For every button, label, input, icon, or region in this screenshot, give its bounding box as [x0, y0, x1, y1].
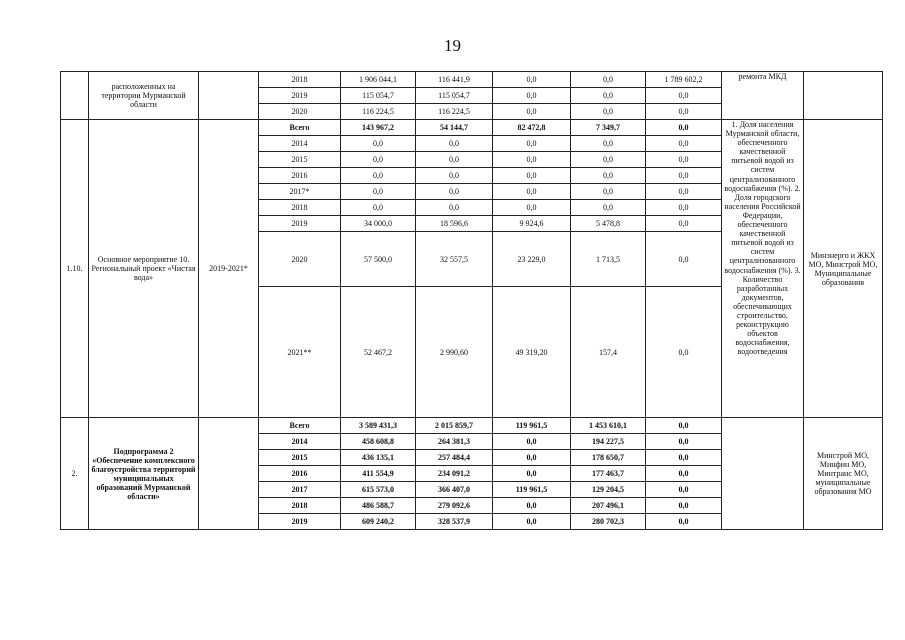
value-cell: 157,4: [571, 287, 646, 418]
table-row: [61, 120, 883, 136]
value-cell: 0,0: [646, 287, 722, 418]
value-cell: 0,0: [341, 152, 416, 168]
value-cell: 0,0: [493, 434, 571, 450]
value-cell: 0,0: [493, 450, 571, 466]
value-cell: 366 407,0: [416, 482, 493, 498]
value-cell: 1 453 610,1: [571, 418, 646, 434]
value-cell: 0,0: [493, 88, 571, 104]
value-cell: 1 906 044,1: [341, 72, 416, 88]
value-cell: 0,0: [341, 184, 416, 200]
value-cell: 0,0: [493, 152, 571, 168]
year-cell: 2019: [259, 216, 341, 232]
value-cell: 49 319,20: [493, 287, 571, 418]
value-cell: 0,0: [646, 466, 722, 482]
value-cell: 0,0: [571, 168, 646, 184]
value-cell: 0,0: [416, 152, 493, 168]
value-cell: 2 015 859,7: [416, 418, 493, 434]
value-cell: 257 484,4: [416, 450, 493, 466]
activity-name-cell: Подпрограмма 2 «Обеспечение комплексного благоустройства территорий муниципальных образований Мурманской области»: [89, 418, 199, 530]
table-row: [61, 72, 883, 88]
executor-cell: [804, 72, 883, 120]
value-cell: 0,0: [646, 418, 722, 434]
value-cell: 0,0: [416, 184, 493, 200]
year-cell: 2014: [259, 136, 341, 152]
value-cell: 0,0: [341, 200, 416, 216]
value-cell: 0,0: [646, 482, 722, 498]
value-cell: 0,0: [646, 184, 722, 200]
value-cell: 32 557,5: [416, 232, 493, 287]
value-cell: 0,0: [493, 104, 571, 120]
value-cell: 119 961,5: [493, 482, 571, 498]
period-cell: [199, 418, 259, 530]
value-cell: 0,0: [646, 514, 722, 530]
value-cell: 119 961,5: [493, 418, 571, 434]
value-cell: 178 650,7: [571, 450, 646, 466]
value-cell: 23 229,0: [493, 232, 571, 287]
value-cell: 0,0: [493, 466, 571, 482]
value-cell: 54 144,7: [416, 120, 493, 136]
activity-name-cell: расположенных на территории Мурманской области: [89, 72, 199, 120]
value-cell: 0,0: [493, 498, 571, 514]
year-cell: 2019: [259, 88, 341, 104]
executor-cell: Минэнерго и ЖКХ МО, Минстрой МО, Муниципальные образования: [804, 120, 883, 418]
year-cell: 2018: [259, 72, 341, 88]
value-cell: 0,0: [571, 104, 646, 120]
value-cell: 0,0: [646, 450, 722, 466]
value-cell: 0,0: [493, 184, 571, 200]
year-cell: Всего: [259, 120, 341, 136]
year-cell: 2021**: [259, 287, 341, 418]
value-cell: 9 924,6: [493, 216, 571, 232]
value-cell: 0,0: [341, 136, 416, 152]
value-cell: 234 091,2: [416, 466, 493, 482]
year-cell: 2015: [259, 152, 341, 168]
year-cell: 2020: [259, 104, 341, 120]
value-cell: 115 054,7: [416, 88, 493, 104]
value-cell: 0,0: [571, 184, 646, 200]
year-cell: 2018: [259, 200, 341, 216]
value-cell: 0,0: [493, 200, 571, 216]
value-cell: 194 227,5: [571, 434, 646, 450]
value-cell: 0,0: [571, 136, 646, 152]
value-cell: 0,0: [646, 88, 722, 104]
value-cell: 0,0: [646, 232, 722, 287]
value-cell: 0,0: [416, 168, 493, 184]
value-cell: 0,0: [493, 72, 571, 88]
row-number-cell: 1.10.: [61, 120, 89, 418]
value-cell: 615 573,0: [341, 482, 416, 498]
year-cell: 2014: [259, 434, 341, 450]
value-cell: 0,0: [571, 200, 646, 216]
value-cell: 0,0: [416, 200, 493, 216]
value-cell: 411 554,9: [341, 466, 416, 482]
value-cell: 129 204,5: [571, 482, 646, 498]
value-cell: 143 967,2: [341, 120, 416, 136]
value-cell: 18 596,6: [416, 216, 493, 232]
value-cell: 0,0: [646, 216, 722, 232]
value-cell: 0,0: [646, 168, 722, 184]
row-number-cell: 2.: [61, 418, 89, 530]
value-cell: 116 224,5: [341, 104, 416, 120]
value-cell: 52 467,2: [341, 287, 416, 418]
value-cell: 0,0: [646, 136, 722, 152]
year-cell: Всего: [259, 418, 341, 434]
year-cell: 2016: [259, 168, 341, 184]
year-cell: 2019: [259, 514, 341, 530]
year-cell: 2017*: [259, 184, 341, 200]
value-cell: 0,0: [646, 104, 722, 120]
value-cell: 0,0: [493, 136, 571, 152]
executor-cell: Минстрой МО, Минфин МО, Минтранс МО, муниципальные образования МО: [804, 418, 883, 530]
value-cell: 280 702,3: [571, 514, 646, 530]
value-cell: 0,0: [646, 434, 722, 450]
value-cell: 609 240,2: [341, 514, 416, 530]
period-cell: 2019-2021*: [199, 120, 259, 418]
value-cell: 0,0: [646, 120, 722, 136]
value-cell: 0,0: [571, 72, 646, 88]
year-cell: 2016: [259, 466, 341, 482]
year-cell: 2018: [259, 498, 341, 514]
value-cell: 116 441,9: [416, 72, 493, 88]
year-cell: 2017: [259, 482, 341, 498]
value-cell: 0,0: [493, 168, 571, 184]
value-cell: 486 588,7: [341, 498, 416, 514]
value-cell: 116 224,5: [416, 104, 493, 120]
value-cell: 0,0: [571, 88, 646, 104]
value-cell: 458 608,8: [341, 434, 416, 450]
value-cell: 279 092,6: [416, 498, 493, 514]
indicator-cell: 1. Доля населения Мурманской области, обеспеченного качественной питьевой водой из систем централизованного водоснабжения (%). 2. Доля городского населения Российской Федерации, обеспеченного качественной питьевой водой из систем централизованного водоснабжения (%). 3. Количество разработанных документов, обеспечивающих строительство, реконструкцию объектов водоснабжения, водоотведения: [722, 120, 804, 418]
table-row: [61, 418, 883, 434]
value-cell: 328 537,9: [416, 514, 493, 530]
value-cell: 57 500,0: [341, 232, 416, 287]
value-cell: 177 463,7: [571, 466, 646, 482]
activity-name-cell: Основное мероприятие 10. Региональный проект «Чистая вода»: [89, 120, 199, 418]
value-cell: 1 789 602,2: [646, 72, 722, 88]
value-cell: 1 713,5: [571, 232, 646, 287]
value-cell: 115 054,7: [341, 88, 416, 104]
value-cell: 7 349,7: [571, 120, 646, 136]
value-cell: 2 990,60: [416, 287, 493, 418]
indicator-cell: [722, 418, 804, 530]
row-number-cell: [61, 72, 89, 120]
value-cell: 264 381,3: [416, 434, 493, 450]
budget-table: [60, 71, 883, 530]
value-cell: 0,0: [646, 152, 722, 168]
year-cell: 2015: [259, 450, 341, 466]
value-cell: 0,0: [341, 168, 416, 184]
year-cell: 2020: [259, 232, 341, 287]
value-cell: 0,0: [493, 514, 571, 530]
page-number: 19: [444, 36, 461, 55]
value-cell: 0,0: [571, 152, 646, 168]
indicator-cell: ремонта МКД: [722, 72, 804, 120]
value-cell: 5 478,8: [571, 216, 646, 232]
value-cell: 34 000,0: [341, 216, 416, 232]
value-cell: 0,0: [416, 136, 493, 152]
value-cell: 3 589 431,3: [341, 418, 416, 434]
period-cell: [199, 72, 259, 120]
value-cell: 207 496,1: [571, 498, 646, 514]
value-cell: 0,0: [646, 200, 722, 216]
value-cell: 0,0: [646, 498, 722, 514]
value-cell: 436 135,1: [341, 450, 416, 466]
value-cell: 82 472,8: [493, 120, 571, 136]
